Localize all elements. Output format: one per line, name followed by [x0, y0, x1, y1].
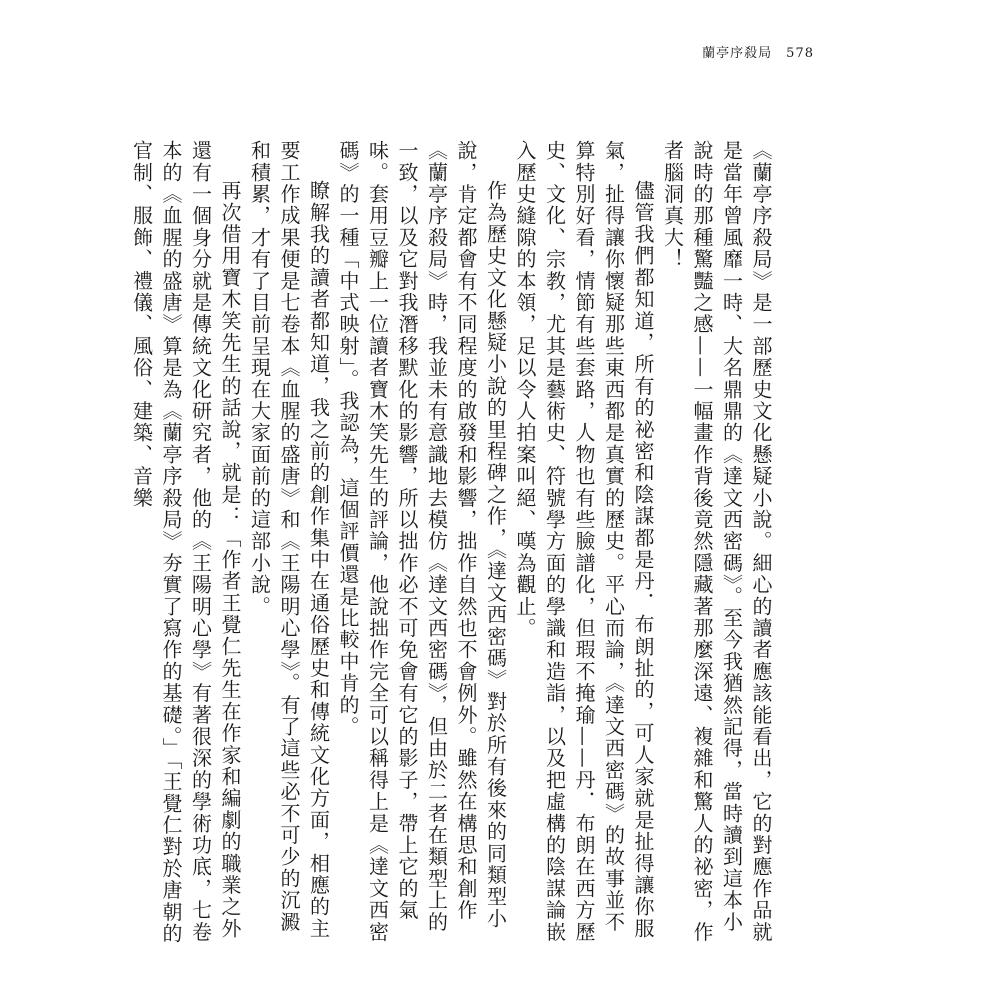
- paragraph-4: 瞭解我的讀者都知道，我之前的創作集中在通俗歷史和傳統文化方面，相應的主要工作成果便是七卷本《血腥的盛唐》和《王陽明心學》。有了這些必不可少的沉澱和積累，才有了目前呈現在大家面前的這部小說。: [247, 140, 331, 940]
- vertical-text-body: [129, 140, 775, 952]
- page-number: 578: [786, 46, 814, 61]
- running-head: [702, 42, 814, 61]
- running-head-title: 蘭亭序殺局: [702, 46, 773, 61]
- paragraph-3: 作為歷史文化懸疑小說的里程碑之作，《達文西密碼》對於所有後來的同類型小說，肯定都會有不同程度的啟發和影響，拙作自然也不會例外。雖然在構思和創作《蘭亭序殺局》時，我並未有意識地去模仿《達文西密碼》，但由於二者在類型上的一致，以及它對我潛移默化的影響，所以拙作必不可免會有它的影子，帶上它的氣味。套用豆瓣上一位讀者寶木笑先生的評論，他說拙作完全可以稱得上是《達文西密碼》的一種「中式映射」。我認為，這個評價還是比較中肯的。: [336, 140, 508, 943]
- paragraph-5: 再次借用寶木笑先生的話說，就是：「作者王覺仁先生在作家和編劇的職業之外還有一個身分就是傳統文化研究者，他的《王陽明心學》有著很深的學術功底，七卷本的《血腥的盛唐》算是為《蘭亭序殺局》夯實了寫作的基礎。」「王覺仁對於唐朝的官制、服飾、禮儀、風俗、建築、音樂: [129, 140, 242, 945]
- paragraph-1: 《蘭亭序殺局》是一部歷史文化懸疑小說。細心的讀者應該能看出，它的對應作品就是當年曾風靡一時、大名鼎鼎的《達文西密碼》。至今我猶然記得，當時讀到這本小說時的那種驚豔之感——一幅畫作背後竟然隱藏著那麼深遠、複雜和驚人的祕密，作者腦洞真大！: [660, 140, 773, 943]
- paragraph-2: 儘管我們都知道，所有的祕密和陰謀都是丹．布朗扯的，可人家就是扯得讓你服氣，扯得讓你懷疑那些東西都是真實的歷史。平心而論，《達文西密碼》的故事並不算特別好看，情節有些套路，人物也有些臉譜化，但瑕不掩瑜——丹．布朗在西方歷史、文化、宗教，尤其是藝術史、符號學方面的學識和造詣，以及把虛構的陰謀論嵌入歷史縫隙的本領，足以令人拍案叫絕、嘆為觀止。: [513, 140, 655, 943]
